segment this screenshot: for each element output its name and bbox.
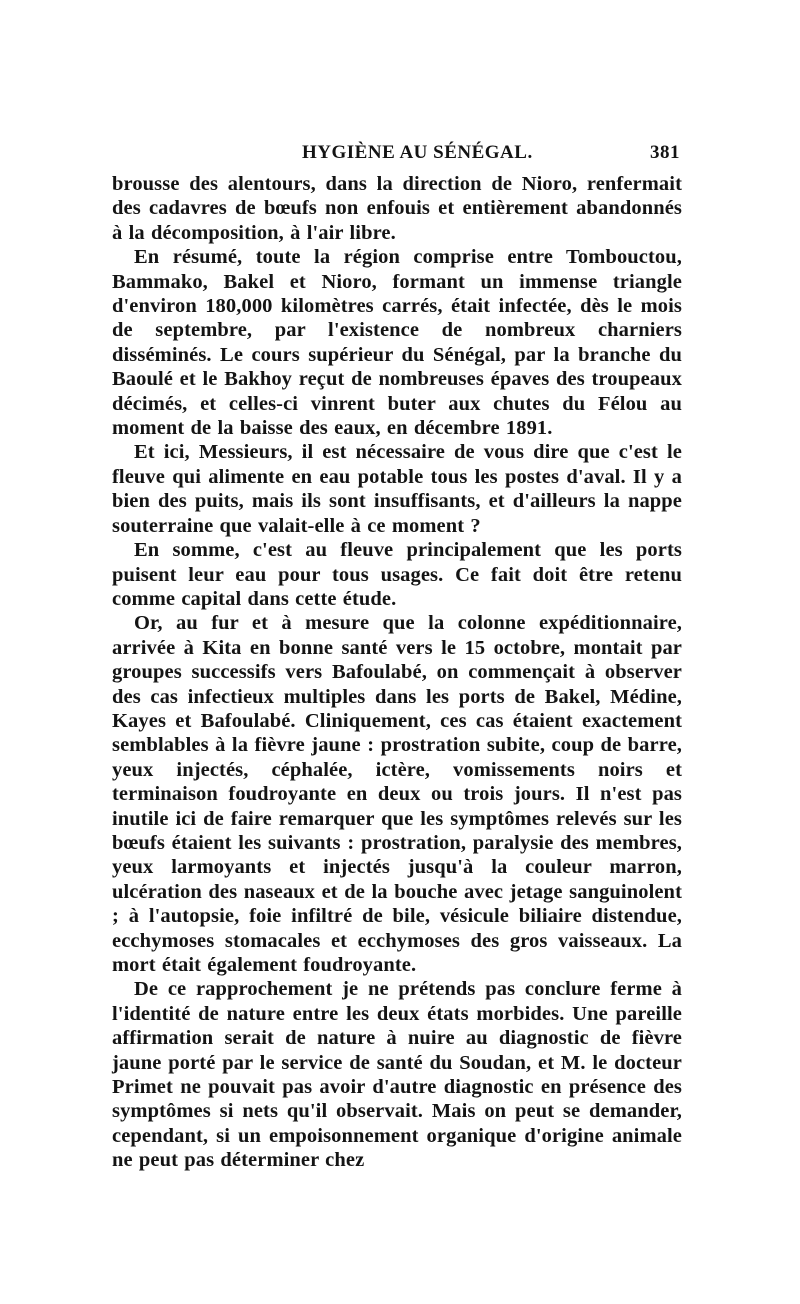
body-text <box>112 172 682 1173</box>
running-title: HYGIÈNE AU SÉNÉGAL. <box>302 142 533 163</box>
book-page <box>112 142 682 1173</box>
paragraph-continued: brousse des alentours, dans la direction de Nioro, renfermait des cadavres de bœufs non enfouis et entièrement abandonnés à la décomposition, à l'air libre. <box>112 173 682 244</box>
paragraph-river-water: Et ici, Messieurs, il est nécessaire de vous dire que c'est le fleuve qui alimente en eau potable tous les postes d'aval. Il y a bien des puits, mais ils sont insuffisants, et d'ailleurs la nappe souterraine que valait-elle à ce moment ? <box>112 441 682 537</box>
paragraph-region-summary: En résumé, toute la région comprise entre Tombouctou, Bammako, Bakel et Nioro, formant un immense triangle d'environ 180,000 kilomètres carrés, était infectée, dès le mois de septembre, par l'existence de nombreux charniers disséminés. Le cours supérieur du Sénégal, par la branche du Baoulé et le Bakhoy reçut de nombreuses épaves des troupeaux décimés, et celles-ci vinrent buter aux chutes du Félou au moment de la baisse des eaux, en décembre 1891. <box>112 246 682 440</box>
paragraph-infectious-cases: Or, au fur et à mesure que la colonne expéditionnaire, arrivée à Kita en bonne santé vers le 15 octobre, montait par groupes successifs vers Bafoulabé, on commençait à observer des cas infectieux multiples dans les ports de Bakel, Médine, Kayes et Bafoulabé. Cliniquement, ces cas étaient exactement semblables à la fièvre jaune : prostration subite, coup de barre, yeux injectés, céphalée, ictère, vomissements noirs et terminaison foudroyante en deux ou trois jours. Il n'est pas inutile ici de faire remarquer que les symptômes relevés sur les bœufs étaient les suivants : prostration, paralysie des membres, yeux larmoyants et injectés jusqu'à la couleur marron, ulcération des naseaux et de la bouche avec jetage sanguinolent ; à l'autopsie, foie infiltré de bile, vésicule biliaire distendue, ecchymoses stomacales et ecchymoses des gros vaisseaux. La mort était également foudroyante. <box>112 612 682 976</box>
page-number: 381 <box>650 142 680 163</box>
running-head <box>112 142 682 172</box>
paragraph-diagnosis: De ce rapprochement je ne prétends pas conclure ferme à l'identité de nature entre les deux états morbides. Une pareille affirmation serait de nature à nuire au diagnostic de fièvre jaune porté par le service de santé du Soudan, et M. le docteur Primet ne pouvait pas avoir d'autre diagnostic en présence des symptômes si nets qu'il observait. Mais on peut se demander, cependant, si un empoisonnement organique d'origine animale ne peut pas déterminer chez <box>112 978 682 1172</box>
paragraph-ports-water: En somme, c'est au fleuve principalement que les ports puisent leur eau pour tous usages. Ce fait doit être retenu comme capital dans cette étude. <box>112 539 682 610</box>
